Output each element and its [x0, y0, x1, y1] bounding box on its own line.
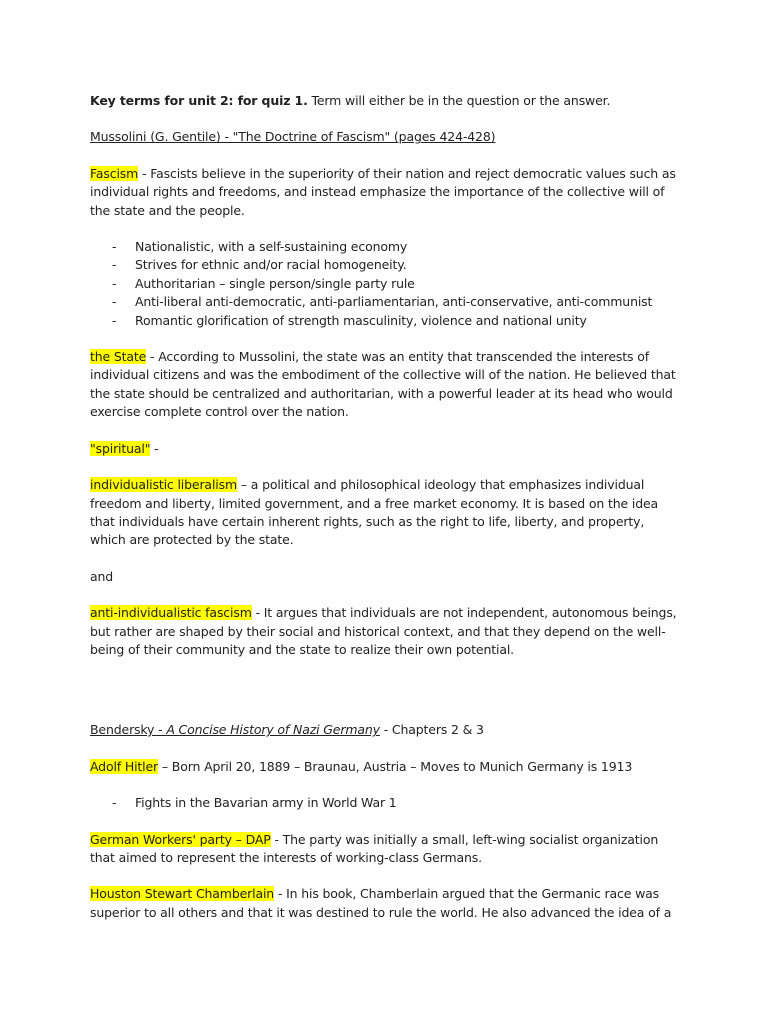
term-definition: - It argues that individuals are not independent, autonomous beings, but rather are shaped by their social and historical context, and that they depend on the well-being of their community and the state to realize their own potential. [90, 605, 677, 657]
term-spiritual [90, 440, 678, 458]
term-definition: - According to Mussolini, the state was an entity that transcended the interests of individual citizens and was the embodiment of the collective will of the nation. He believed that the state should be centralized and authoritarian, with a powerful leader at its head who would exercise complete control over the nation. [90, 349, 676, 420]
term-dap [90, 831, 678, 868]
term-adolf-hitler [90, 758, 678, 776]
term-highlight: Adolf Hitler [90, 758, 159, 774]
title-rest: Term will either be in the question or the answer. [307, 93, 611, 108]
source-author: Bendersky - [90, 722, 167, 738]
connector-and: and [90, 568, 114, 584]
dash-bullet-icon: - [112, 312, 117, 328]
term-chamberlain [90, 885, 678, 922]
term-fascism [90, 165, 678, 220]
term-definition: - Fascists believe in the superiority of their nation and reject democratic values such as individual rights and freedoms, and instead emphasize the importance of the collective will of the state and the people. [90, 165, 676, 218]
term-definition: - [150, 440, 159, 456]
term-individualistic-liberalism [90, 476, 678, 550]
list-item: - Strives for ethnic and/or racial homogeneity. [90, 256, 678, 274]
fascism-bullet-list [90, 238, 678, 330]
term-highlight: Houston Stewart Chamberlain [90, 886, 275, 902]
term-definition: – a political and philosophical ideology that emphasizes individual freedom and liberty, limited government, and a free market economy. It is based on the idea that individuals have certain inherent rights, such as the right to life, liberty, and property, which are protected by the state. [90, 477, 659, 548]
dash-bullet-icon: - [112, 294, 117, 310]
term-the-state [90, 348, 678, 422]
term-definition: – Born April 20, 1889 – Braunau, Austria – Moves to Munich Germany is 1913 [158, 758, 633, 774]
term-definition: - In his book, Chamberlain argued that the Germanic race was superior to all others and that it was destined to rule the world. He also advanced the idea of a [90, 886, 672, 920]
source-mussolini: Mussolini (G. Gentile) - "The Doctrine of Fascism" (pages 424-428) [90, 129, 496, 145]
dash-bullet-icon: - [112, 795, 117, 811]
source-book-title: A Concise History of Nazi Germany [166, 722, 380, 738]
source-chapters: - Chapters 2 & 3 [379, 722, 484, 738]
list-item: - Nationalistic, with a self-sustaining economy [90, 238, 678, 256]
title-bold: Key terms for unit 2: for quiz 1. [90, 93, 308, 108]
list-item: - Romantic glorification of strength masculinity, violence and national unity [90, 312, 678, 330]
list-item: - Authoritarian – single person/single party rule [90, 275, 678, 293]
term-highlight: German Workers' party – DAP [90, 831, 271, 847]
list-item: - Anti-liberal anti-democratic, anti-parliamentarian, anti-conservative, anti-communist [90, 293, 678, 311]
term-highlight: individualistic liberalism [90, 477, 237, 493]
dash-bullet-icon: - [112, 239, 117, 255]
term-highlight: "spiritual" [90, 440, 151, 456]
hitler-bullet-list [90, 794, 678, 812]
dash-bullet-icon: - [112, 257, 117, 273]
term-definition: - The party was initially a small, left-wing socialist organization that aimed to represent the interests of working-class Germans. [90, 831, 659, 865]
term-highlight: Fascism [90, 165, 139, 181]
term-highlight: the State [90, 349, 147, 365]
document-title [90, 92, 678, 110]
dash-bullet-icon: - [112, 275, 117, 291]
section-spacer [90, 677, 678, 721]
term-anti-individualistic-fascism [90, 604, 678, 659]
source-bendersky [90, 721, 678, 739]
term-highlight: anti-individualistic fascism [90, 605, 252, 621]
list-item: - Fights in the Bavarian army in World War 1 [90, 794, 678, 812]
